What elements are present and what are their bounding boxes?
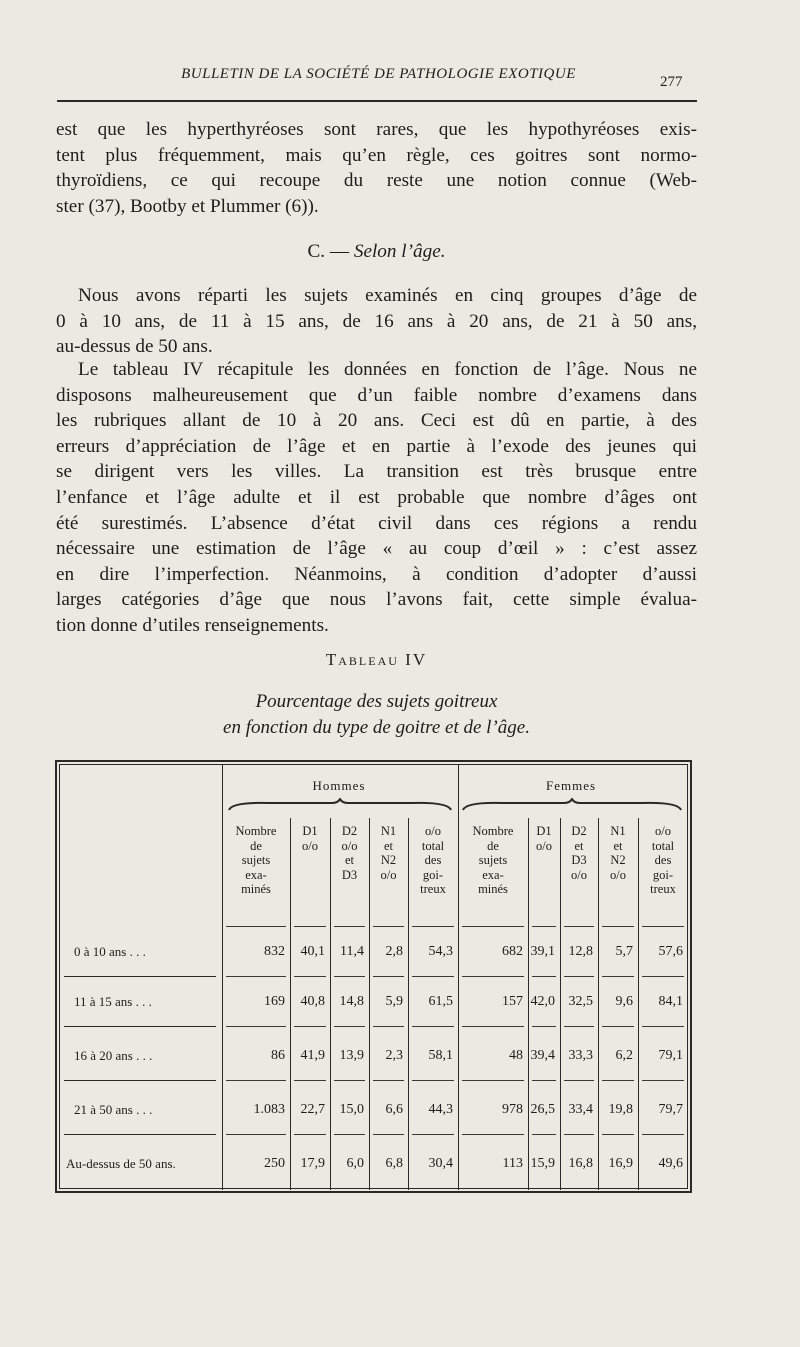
table-cell: 6,6 [385,1102,403,1117]
column-header-line: o/o [571,867,587,882]
row-rule [64,1134,216,1135]
table-cell: 49,6 [658,1156,683,1171]
table-cell: 48 [509,1048,523,1063]
column-header [639,824,687,897]
table-cell: 61,5 [428,994,453,1009]
text-line: nécessaire une estimation de l’âge « au coup d’œil » : c’est assez [56,538,697,560]
column-header-line: exa- [482,867,504,882]
row-rule [334,976,365,977]
header-rule [294,926,326,927]
text-line: au-dessus de 50 ans. [56,336,213,358]
table-cell: 32,5 [568,994,593,1009]
header-rule [334,926,365,927]
table-cell: 39,1 [530,944,555,959]
row-rule [642,1080,684,1081]
text-line: Nous avons réparti les sujets examinés en cinq groupes d’âge de [78,285,697,306]
text-line: tion donne d’utiles renseignements. [56,614,329,636]
header-rule [462,926,524,927]
column-header-line: et [574,838,584,853]
row-rule [602,1134,634,1135]
table-cell: 6,2 [615,1048,633,1063]
column-header-line: N2 [610,853,626,867]
table-cell: 113 [502,1156,523,1171]
row-rule [642,1026,684,1027]
table-cell: 16,9 [608,1156,633,1171]
brace-men [228,798,452,812]
table-cell: 86 [271,1048,285,1063]
column-header-line: o/o [341,838,358,853]
text-line: est que les hyperthyréoses sont rares, que les hypothyréoses exis- [56,119,697,140]
row-rule [294,1080,326,1081]
header-rule [373,926,404,927]
column-header [370,824,407,882]
table-cell: 33,4 [568,1102,593,1117]
column-header-line: o/o [380,867,397,882]
header-rule [412,926,454,927]
row-rule [373,976,404,977]
row-rule [373,1026,404,1027]
table-cell: 250 [264,1156,285,1171]
table-cell: 58,1 [428,1048,453,1063]
table-cell: 2,8 [385,944,403,959]
table-cell: 1.083 [253,1102,285,1117]
column-header-line: et [613,838,623,853]
section-letter: C. — [307,241,350,262]
header-rule [532,926,556,927]
row-rule [64,1080,216,1081]
row-rule [462,1080,524,1081]
table-cell: 169 [264,994,285,1009]
column-header-line: D3 [571,853,587,867]
table-cell: 12,8 [568,944,593,959]
column-header-line: et [383,838,394,853]
row-rule [462,1026,524,1027]
column-header-line: N1 [610,824,626,838]
table-cell: 15,0 [339,1102,364,1117]
row-label: 11 à 15 ans . . . [74,994,152,1009]
column-header-line: treux [420,882,446,896]
table-cell: 40,1 [300,944,325,959]
table-cell: 33,3 [568,1048,593,1063]
column-header [599,824,637,882]
row-label: 0 à 10 ans . . . [74,944,146,959]
column-header-line: D2 [571,824,587,838]
table-cell: 42,0 [530,994,555,1009]
row-rule [462,1134,524,1135]
column-header-line: Nombre [235,824,277,838]
group-label-women: Femmes [545,778,597,793]
column-header-line: o/o [302,838,318,853]
table-cell: 14,8 [339,994,364,1009]
table-cell: 5,7 [615,944,633,959]
caption-line: en fonction du type de goitre et de l’âge. [223,717,530,738]
table-cell: 84,1 [658,994,683,1009]
text-line: en dire l’imperfection. Néanmoins, à condition d’adopter d’aussi [56,563,697,585]
table-cell: 11,4 [340,944,364,959]
text-line: se dirigent vers les villes. La transition est très brusque entre [56,461,697,483]
page-number: 277 [660,74,683,90]
column-header-line: D2 [341,824,358,838]
column-header-line: et [344,853,355,867]
table-cell: 157 [502,994,523,1009]
column-header-line: de [250,838,262,853]
table-cell: 54,3 [428,944,453,959]
header-rule [226,926,286,927]
table-cell: 40,8 [300,994,325,1009]
table-cell: 5,9 [385,994,403,1009]
table-cell: 17,9 [300,1156,325,1171]
table-cell: 26,5 [530,1102,555,1117]
row-label: 16 à 20 ans . . . [74,1048,153,1063]
brace-women [462,798,682,812]
table-cell: 57,6 [658,944,683,959]
row-rule [294,1134,326,1135]
row-rule [373,1134,404,1135]
column-header-line: o/o [610,867,626,882]
column-header-line: des [654,853,672,867]
column-header-line: D3 [341,867,358,882]
column-header-line: sujets [478,853,508,867]
table-title: Tableau IV [325,650,428,669]
row-rule [226,976,286,977]
row-rule [602,976,634,977]
column-header-line: des [424,853,442,867]
column-header-line: minés [241,882,271,896]
column-header-line: o/o [536,838,552,853]
row-rule [602,1080,634,1081]
row-rule [373,1080,404,1081]
table-cell: 16,8 [568,1156,593,1171]
column-header-line: N1 [380,824,397,838]
table-cell: 22,7 [300,1102,325,1117]
row-rule [334,1080,365,1081]
row-rule [412,976,454,977]
column-header [459,824,527,897]
row-rule [64,976,216,977]
text-line: larges catégories d’âge que nous l’avons fait, cette simple évalua- [56,589,697,611]
group-label-men: Hommes [312,778,366,793]
table-cell: 41,9 [300,1048,325,1063]
column-header [331,824,368,882]
row-rule [564,1080,594,1081]
column-header-line: total [421,838,445,853]
text-line: l’enfance et l’âge adulte et il est probable que nombre d’âges ont [56,486,697,508]
row-rule [532,1026,556,1027]
row-rule [226,1080,286,1081]
column-header-line: o/o [425,824,441,838]
text-line: disposons malheureusement que d’un faible nombre d’examens dans [56,384,697,406]
table-cell: 6,8 [385,1156,403,1171]
column-header [223,824,289,897]
table-cell: 682 [502,944,523,959]
text-line: 0 à 10 ans, de 11 à 15 ans, de 16 ans à 20 ans, de 21 à 50 ans, [56,310,697,332]
column-header [291,824,329,853]
row-rule [294,1026,326,1027]
header-rule [564,926,594,927]
row-rule [294,976,326,977]
header-rule [602,926,634,927]
row-rule [564,1134,594,1135]
column-header-line: de [487,838,499,853]
table-cell: 30,4 [428,1156,453,1171]
row-rule [532,1134,556,1135]
text-line: été surestimés. L’absence d’état civil dans ces régions a rendu [56,512,697,534]
column-header-line: D1 [536,824,552,838]
row-rule [226,1134,286,1135]
header-rule [642,926,684,927]
row-label: Au-dessus de 50 ans. [66,1156,176,1171]
row-rule [532,976,556,977]
column-header-line: N2 [380,853,397,867]
column-header-line: total [651,838,675,853]
row-rule [602,1026,634,1027]
column-header-line: goi- [652,867,674,882]
row-rule [412,1134,454,1135]
column-header [561,824,597,882]
column-header-line: minés [478,882,508,896]
row-rule [564,1026,594,1027]
table-cell: 79,1 [658,1048,683,1063]
text-line: les rubriques allant de 10 à 20 ans. Ceci est dû en partie, à des [56,410,697,432]
row-rule [532,1080,556,1081]
table-cell: 79,7 [658,1102,683,1117]
table-cell: 44,3 [428,1102,453,1117]
row-rule [64,1026,216,1027]
column-header-line: Nombre [472,824,514,838]
table-cell: 13,9 [339,1048,364,1063]
table-cell: 9,6 [615,994,633,1009]
row-rule [334,1134,365,1135]
column-header-line: D1 [302,824,318,838]
row-rule [226,1026,286,1027]
table-cell: 832 [264,944,285,959]
row-rule [412,1080,454,1081]
column-header-line: o/o [655,824,671,838]
text-line: thyroïdiens, ce qui recoupe du reste une notion connue (Web- [56,170,697,192]
column-header-line: sujets [241,853,271,867]
running-title: BULLETIN DE LA SOCIÉTÉ DE PATHOLOGIE EXOTIQUE [181,66,576,82]
row-rule [334,1026,365,1027]
section-title: Selon l’âge. [353,241,446,262]
table-cell: 6,0 [346,1156,364,1171]
table-cell: 978 [502,1102,523,1117]
row-rule [462,976,524,977]
text-line: ster (37), Bootby et Plummer (6)). [56,195,319,217]
column-header [409,824,457,897]
row-rule [642,976,684,977]
row-rule [412,1026,454,1027]
column-header [529,824,559,853]
caption-line: Pourcentage des sujets goitreux [255,691,498,712]
text-line: Le tableau IV récapitule les données en fonction de l’âge. Nous ne [78,359,697,380]
column-header-line: goi- [422,867,444,882]
row-label: 21 à 50 ans . . . [74,1102,153,1117]
text-line: erreurs d’appréciation de l’âge et en partie à l’exode des jeunes qui [56,435,697,457]
table-cell: 15,9 [530,1156,555,1171]
table-cell: 2,3 [385,1048,403,1063]
row-rule [642,1134,684,1135]
row-rule [564,976,594,977]
column-header-line: treux [650,882,676,896]
column-header-line: exa- [245,867,267,882]
table-cell: 39,4 [530,1048,555,1063]
text-line: tent plus fréquemment, mais qu’en règle, ces goitres sont normo- [56,144,697,166]
table-cell: 19,8 [608,1102,633,1117]
